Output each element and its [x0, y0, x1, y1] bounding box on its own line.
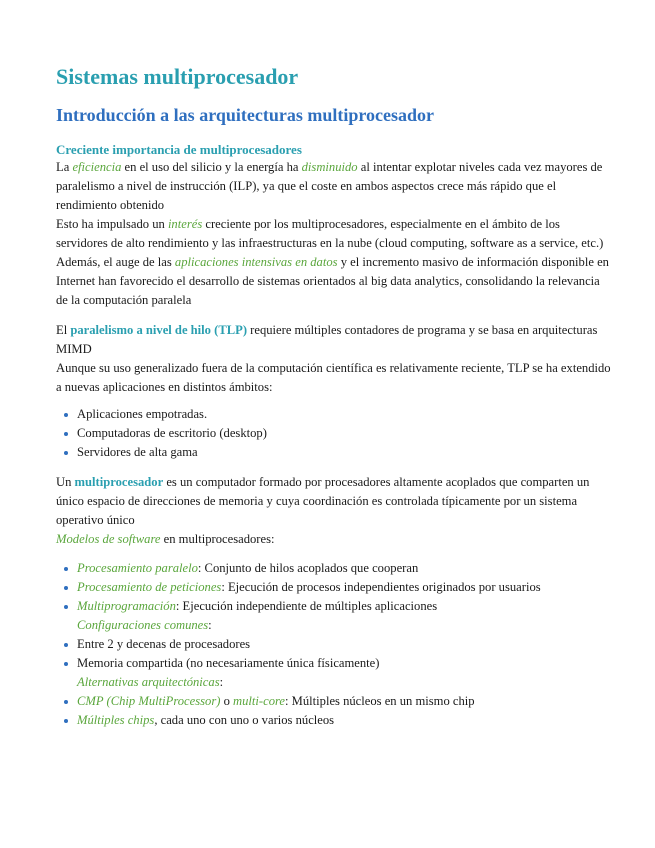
term-multiprocesador: multiprocesador [74, 475, 164, 489]
paragraph-multiprocesador: Un multiprocesador es un computador formado por procesadores altamente acoplados que comparten un único espacio de direcciones de memoria y cuya coordinación es controlada típicamente por un sistema operativo único [56, 475, 590, 527]
paragraph-tlp-usage: Aunque su uso generalizado fuera de la computación científica es relativamente reciente, TLP se ha extendido a nuevas aplicaciones en distintos ámbitos: [56, 361, 611, 394]
list-item: Multiprogramación: Ejecución independiente de múltiples aplicaciones [77, 597, 611, 616]
paragraph-efficiency: La eficiencia en el uso del silicio y la energía ha disminuido al intentar explotar niveles cada vez mayores de paralelismo a nivel de instrucción (ILP), ya que el coste en ambos aspectos crece más rápido que el rendimiento obtenido [56, 160, 603, 212]
paragraph-tlp: El paralelismo a nivel de hilo (TLP) requiere múltiples contadores de programa y se basa en arquitecturas MIMD [56, 323, 598, 356]
software-models-list [56, 559, 611, 730]
list-item: Múltiples chips, cada uno con uno o varios núcleos [77, 711, 611, 730]
subsection-heading: Creciente importancia de multiprocesadores [56, 142, 302, 157]
term-aplicaciones-intensivas: aplicaciones intensivas en datos [174, 255, 338, 269]
term-modelos-software: Modelos de software [56, 532, 161, 546]
paragraph-interest: Esto ha impulsado un interés creciente por los multiprocesadores, especialmente en el ámbito de los servidores de alto rendimiento y las infraestructuras en la nube (cloud computing, software as a service, etc.) [56, 217, 604, 250]
list-subheading: Alternativas arquitectónicas: [77, 675, 224, 689]
term-interes: interés [167, 217, 203, 231]
list-item: Entre 2 y decenas de procesadores [77, 635, 611, 654]
tlp-applications-list [56, 405, 611, 462]
term-eficiencia: eficiencia [72, 160, 122, 174]
list-item: Procesamiento de peticiones: Ejecución de procesos independientes originados por usuarios [77, 578, 611, 597]
page-title: Sistemas multiprocesador [56, 64, 299, 89]
list-item: Computadoras de escritorio (desktop) [77, 424, 611, 443]
list-subheading: Configuraciones comunes: [77, 618, 212, 632]
list-item: Procesamiento paralelo: Conjunto de hilos acoplados que cooperan [77, 559, 611, 578]
paragraph-big-data: Además, el auge de las aplicaciones intensivas en datos y el incremento masivo de información disponible en Internet han favorecido el desarrollo de sistemas orientados al big data analytics, consolidando la relevancia de la computación paralela [56, 255, 609, 307]
list-item: CMP (Chip MultiProcessor) o multi-core: Múltiples núcleos en un mismo chip [77, 692, 611, 711]
term-tlp: paralelismo a nivel de hilo (TLP) [70, 323, 248, 337]
section-title: Introducción a las arquitecturas multiprocesador [56, 105, 435, 125]
term-disminuido: disminuido [301, 160, 358, 174]
list-item: Memoria compartida (no necesariamente única físicamente) [77, 654, 611, 673]
list-item: Servidores de alta gama [77, 443, 611, 462]
paragraph-software-models: Modelos de software en multiprocesadores: [56, 532, 275, 546]
list-item: Aplicaciones empotradas. [77, 405, 611, 424]
